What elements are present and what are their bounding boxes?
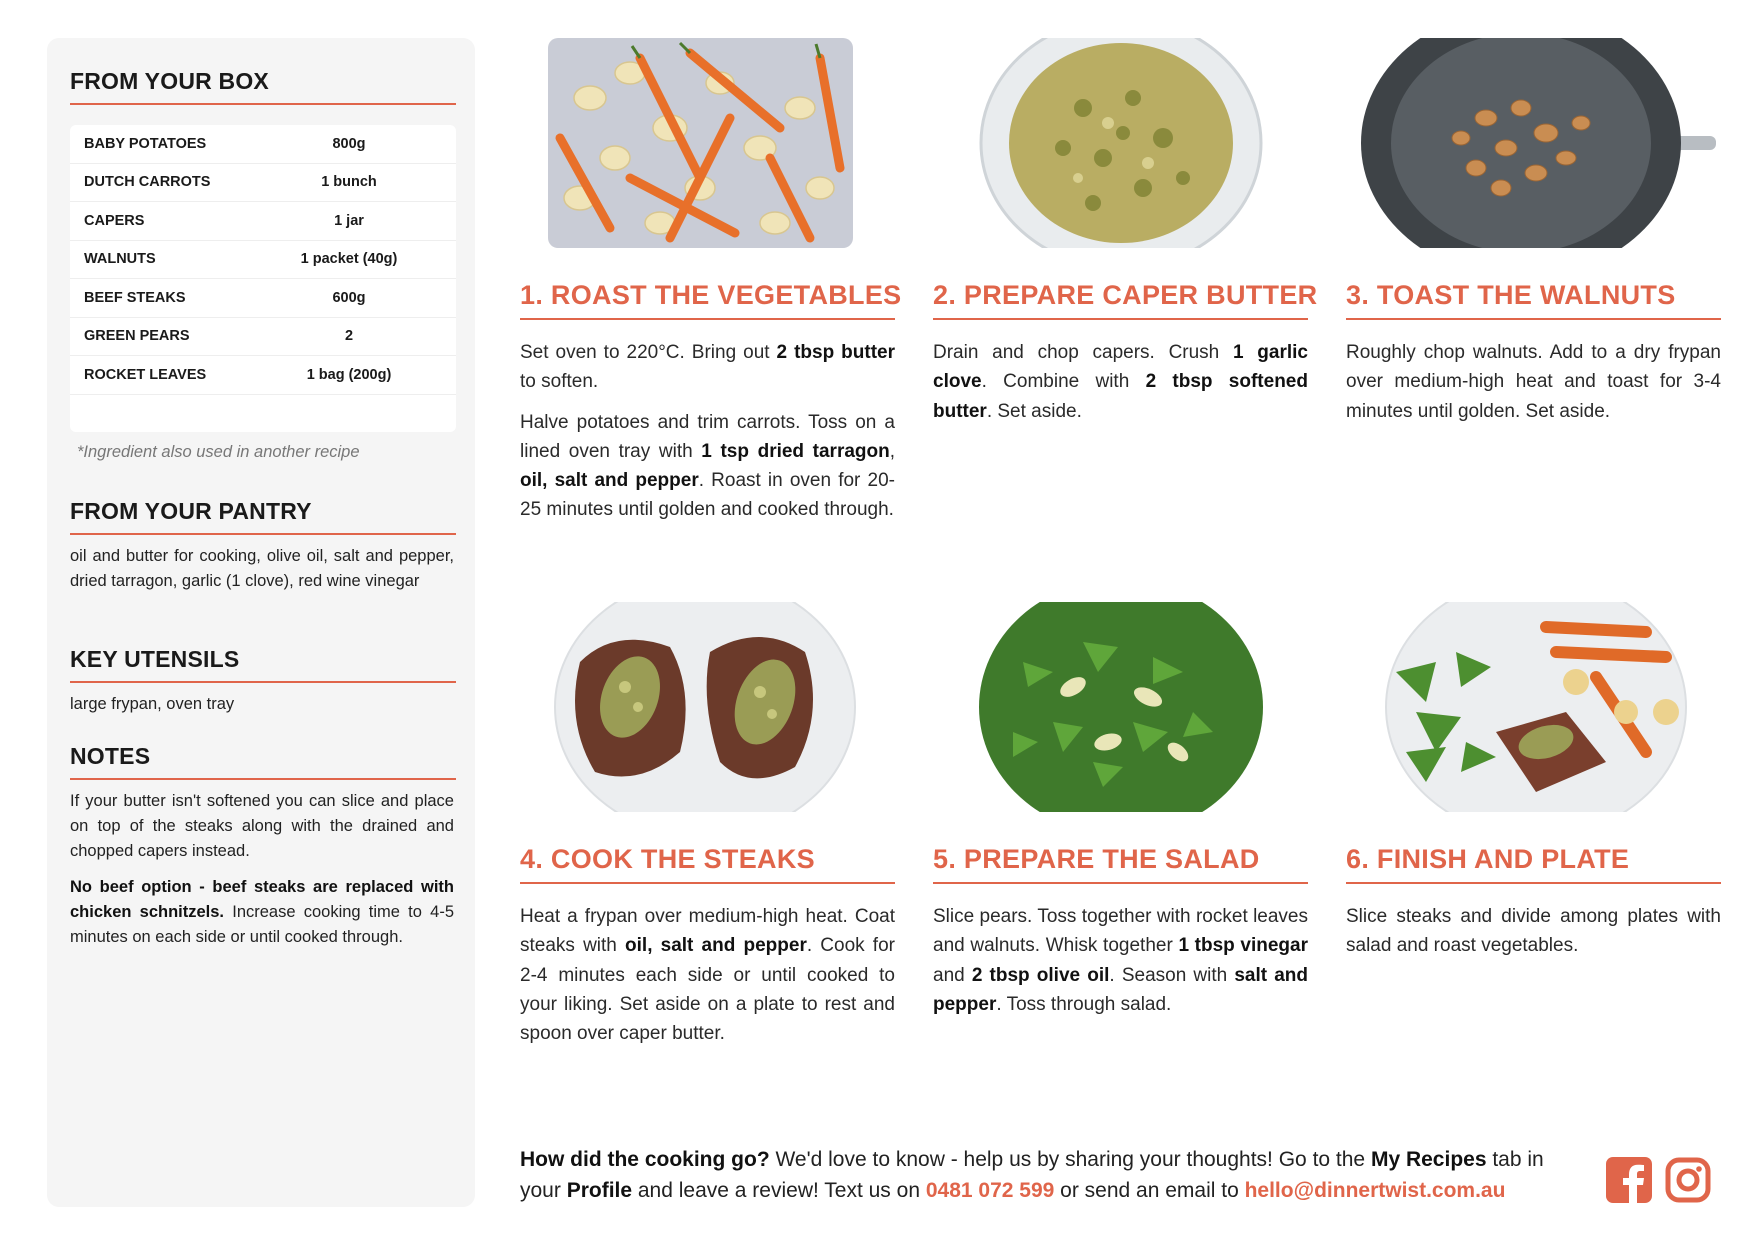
step-text: . Combine with [981,371,1146,393]
step-5-title: 5. PREPARE THE SALAD [933,844,1308,884]
step-paragraph [520,338,895,397]
utensils-text: large frypan, oven tray [70,695,235,713]
profile-link[interactable]: Profile [566,1179,633,1202]
ingredient-row [70,241,456,280]
phone-link[interactable]: 0481 072 599 [925,1179,1055,1202]
step-text: Set oven to 220°C. Bring out [520,342,777,363]
ingredient-row [70,356,456,395]
step-text: . Toss through salad. [996,993,1172,1015]
ingredient-qty: 1 packet (40g) [300,251,398,268]
step-ingredient: oil, salt and pepper [520,470,699,492]
step-text: to soften. [520,371,599,393]
ingredient-name: BEEF STEAKS [84,289,186,306]
roasting-tray-vegetables-image [520,38,895,248]
step-text: Slice pears. Toss together with rocket leaves and walnuts. Whisk together [933,906,1308,957]
step-ingredient: 2 tbsp softened butter [933,371,1308,422]
step-text: and [933,964,972,986]
step-6-title: 6. FINISH AND PLATE [1346,844,1721,884]
no-beef-option: No beef option - beef steaks are replaced with chicken schnitzels. [70,878,454,921]
step-paragraph [933,338,1308,426]
ingredient-name: GREEN PEARS [84,328,190,345]
ingredient-row [70,125,456,164]
ingredient-name: CAPERS [84,212,145,229]
sidebar [47,38,475,1207]
step-5-body [933,902,1308,1030]
my-recipes-link[interactable]: My Recipes [1370,1148,1487,1171]
step-text: . Cook for 2-4 minutes each side or until cooked to your liking. Set aside on a plate to rest and spoon over caper butter. [520,935,895,1045]
step-ingredient: 1 tbsp vinegar [1178,935,1308,957]
facebook-icon[interactable] [1606,1157,1652,1203]
from-your-box-heading: FROM YOUR BOX [70,68,456,105]
step-paragraph [1346,902,1721,961]
ingredient-qty: 1 bag (200g) [306,366,392,383]
ingredient-name: ROCKET LEAVES [84,366,207,383]
step-paragraph [1346,338,1721,426]
plate-steaks-image [520,602,895,812]
step-ingredient: 2 tbsp butter [776,342,895,363]
notes-text-2 [70,875,454,950]
ingredients-table [70,125,456,432]
ingredient-row [70,202,456,241]
step-ingredient: salt and pepper [933,964,1308,1015]
step-ingredient: 1 garlic clove [933,342,1308,393]
step-4-body [520,902,895,1059]
step-3-title: 3. TOAST THE WALNUTS [1346,280,1721,320]
step-text: Halve potatoes and trim carrots. Toss on a lined oven tray with [520,411,895,462]
ingredient-name: DUTCH CARROTS [84,174,211,191]
step-text: . Season with [1109,964,1235,986]
step-text: . Set aside. [986,400,1082,422]
utensils-heading: KEY UTENSILS [70,646,456,683]
finished-plate-image [1346,602,1721,812]
step-1-body [520,338,895,536]
ingredient-row [70,279,456,318]
ingredient-qty: 2 [344,328,354,345]
bowl-caper-butter-image [933,38,1308,248]
ingredient-row [70,318,456,357]
notes-heading: NOTES [70,743,456,780]
step-4-title: 4. COOK THE STEAKS [520,844,895,884]
ingredient-row [70,164,456,203]
email-link[interactable]: hello@dinnertwist.com.au [1244,1179,1506,1202]
feedback-text-3: and leave a review! Text us on [632,1179,926,1202]
notes-text-1: If your butter isn't softened you can slice and place on top of the steaks along with the drained and chopped capers instead. [70,792,454,860]
step-paragraph [520,408,895,525]
ingredient-name: WALNUTS [84,251,156,268]
step-paragraph [933,902,1308,1019]
ingredient-footnote: *Ingredient also used in another recipe [77,443,360,461]
feedback-text-1: We'd love to know - help us by sharing your thoughts! Go to the [769,1148,1371,1171]
step-1-title: 1. ROAST THE VEGETABLES [520,280,895,320]
feedback-question: How did the cooking go? [520,1148,770,1171]
feedback-text-4: or send an email to [1054,1179,1245,1202]
step-3-body [1346,338,1721,437]
pantry-heading: FROM YOUR PANTRY [70,498,456,535]
step-text: Slice steaks and divide among plates with salad and roast vegetables. [1346,906,1721,957]
pantry-text: oil and butter for cooking, olive oil, salt and pepper, dried tarragon, garlic (1 clove), red wine vinegar [70,547,454,590]
ingredient-qty: 1 bunch [321,174,377,191]
bowl-rocket-salad-image [933,602,1308,812]
ingredient-qty: 1 jar [334,212,364,229]
step-ingredient: 1 tsp dried tarragon [701,440,890,462]
ingredient-name: BABY POTATOES [84,135,207,152]
no-beef-option-detail: Increase cooking time to 4-5 minutes on each side or until cooked through. [70,903,455,946]
step-ingredient: oil, salt and pepper [625,935,807,957]
feedback-text-2: tab in your [520,1148,1544,1202]
instagram-icon[interactable] [1665,1157,1711,1203]
frypan-walnuts-image [1346,38,1721,248]
step-2-body [933,338,1308,437]
step-6-body [1346,902,1721,972]
step-text: Roughly chop walnuts. Add to a dry frypan over medium-high heat and toast for 3-4 minutes until golden. Set aside. [1346,342,1721,422]
step-ingredient: 2 tbsp olive oil [971,964,1110,986]
step-2-title: 2. PREPARE CAPER BUTTER [933,280,1308,320]
ingredient-qty: 800g [332,135,366,152]
ingredient-qty: 600g [332,289,366,306]
step-text: , [889,440,896,462]
feedback-footer [520,1144,1590,1206]
step-text: Drain and chop capers. Crush [933,342,1233,363]
step-paragraph [520,902,895,1048]
step-text: Heat a frypan over medium-high heat. Coat steaks with [520,906,895,957]
step-text: . Roast in oven for 20-25 minutes until golden and cooked through. [520,470,895,521]
